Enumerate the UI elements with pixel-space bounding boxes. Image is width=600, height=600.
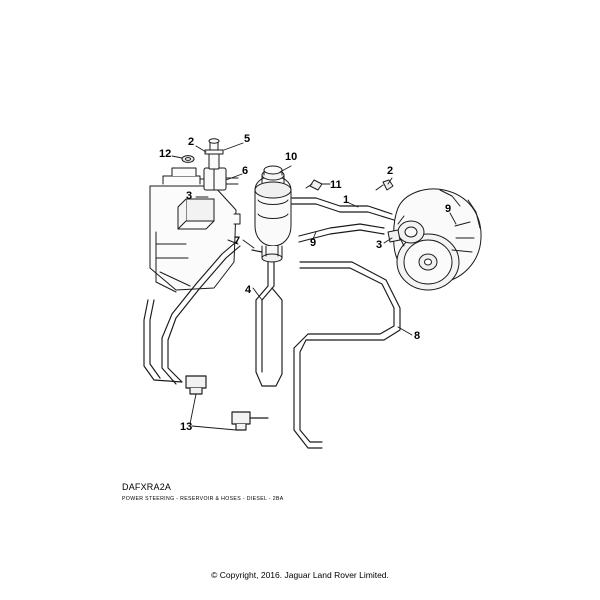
callout-2a: 2 [188,136,195,148]
leader-7 [243,240,254,248]
callout-9b: 9 [445,203,452,215]
leader-12 [172,156,182,158]
leader-2a [196,146,206,152]
callout-8: 8 [414,330,421,342]
callout-12: 12 [159,148,172,160]
callout-5: 5 [244,133,251,145]
leader-13b [192,426,236,430]
callout-11: 11 [330,179,342,191]
callout-13: 13 [180,421,193,433]
callout-2b: 2 [387,165,394,177]
copyright-notice: © Copyright, 2016. Jaguar Land Rover Limited. [211,570,389,580]
power-steering-pump [376,180,481,290]
diagram-description: POWER STEERING - RESERVOIR & HOSES - DIESEL - 2BA [122,496,284,502]
leader-5 [224,143,243,150]
leader-6 [226,174,242,180]
leader-13a [190,394,196,424]
caption-block [122,482,422,502]
callout-7: 7 [234,235,241,247]
callout-9a: 9 [310,237,317,249]
callout-1: 1 [343,194,350,206]
steering-gear-assembly [150,136,240,292]
callout-4: 4 [245,284,252,296]
leader-8 [398,327,412,335]
callout-6: 6 [242,165,249,177]
callout-3b: 3 [376,239,383,251]
callout-3a: 3 [186,190,193,202]
callout-10: 10 [285,151,298,163]
diagram-code: DAFXRA2A [122,482,172,492]
